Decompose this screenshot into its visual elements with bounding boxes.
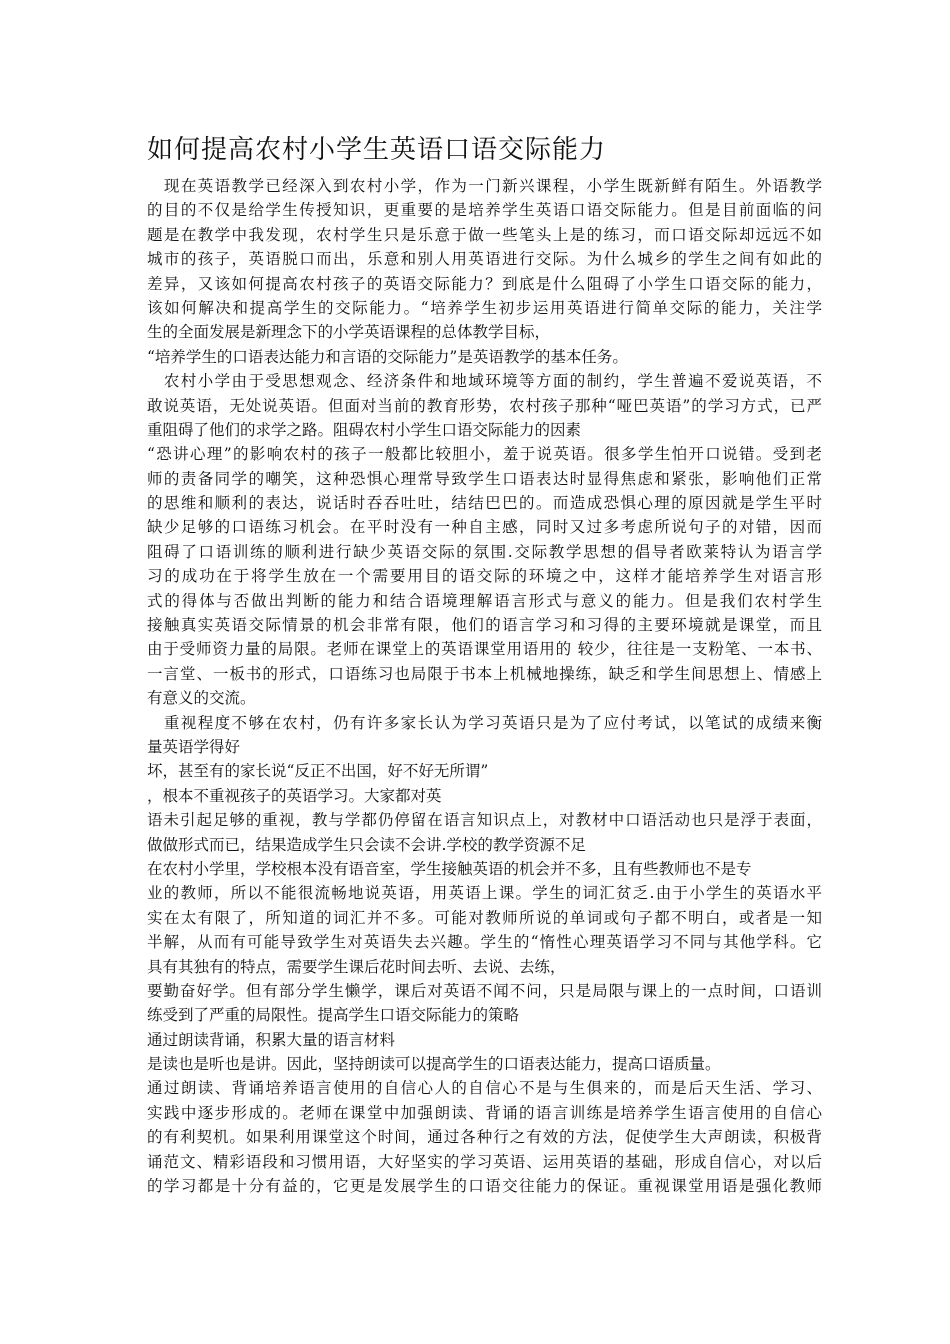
text-line: 接触真实英语交际情景的机会非常有限，他们的语言学习和习得的主要环境就是课堂，而且 (147, 616, 822, 635)
text-line: 师的责备同学的嘲笑，这种恐惧心理常导致学生口语表达时显得焦虑和紧张，影响他们正常 (147, 469, 822, 488)
text-line: “恐讲心理”的影响农村的孩子一般都比较胆小，羞于说英语。很多学生怕开口说错。受到老 (147, 445, 822, 464)
text-line: 有意义的交流。 (147, 689, 256, 708)
text-line: “培养学生的口语表达能力和言语的交际能力”是英语教学的基本任务。 (147, 347, 628, 366)
text-line: 通过朗读背诵，积累大量的语言材料 (147, 1030, 396, 1049)
text-line: 式的得体与否做出判断的能力和结合语境理解语言形式与意义的能力。但是我们农村学生 (147, 591, 822, 610)
page-title: 如何提高农村小学生英语口语交际能力 (147, 135, 607, 165)
text-line: 重视程度不够在农村，仍有许多家长认为学习英语只是为了应付考试，以笔试的成绩来衡 (147, 713, 822, 732)
text-line: 重阻碍了他们的求学之路。阻碍农村小学生口语交际能力的因素 (147, 420, 582, 439)
text-line: 的思维和顺利的表达，说话时吞吞吐吐，结结巴巴的。而造成恐惧心理的原因就是学生平时 (147, 494, 822, 513)
text-line: 做做形式而已，结果造成学生只会读不会讲.学校的教学资源不足 (147, 835, 586, 854)
text-line: 是读也是听也是讲。因此，坚持朗读可以提高学生的口语表达能力，提高口语质量。 (147, 1055, 721, 1074)
text-line: 的目的不仅是给学生传授知识，更重要的是培养学生英语口语交际能力。但是目前面临的问 (147, 201, 822, 220)
document-body (147, 174, 822, 1198)
text-line: 坏，甚至有的家长说“反正不出国，好不好无所谓” (147, 762, 489, 781)
text-line: 现在英语教学已经深入到农村小学，作为一门新兴课程，小学生既新鲜有陌生。外语教学 (147, 177, 822, 195)
text-line: 要勤奋好学。但有部分学生懒学，课后对英语不闻不问，只是局限与课上的一点时间，口语训 (147, 981, 822, 1000)
text-line: 实在太有限了，所知道的词汇并不多。可能对教师所说的单词或句子都不明白，或者是一知 (147, 908, 822, 927)
text-line: 的有利契机。如果利用课堂这个时间，通过各种行之有效的方法，促使学生大声朗读，积极背 (147, 1128, 822, 1147)
text-line: 量英语学得好 (147, 737, 241, 756)
text-line: 诵范文、精彩语段和习惯用语，大好坚实的学习英语、运用英语的基础，形成自信心，对以后 (147, 1152, 822, 1171)
text-line: 半解，从而有可能导致学生对英语失去兴趣。学生的“惰性心理英语学习不同与其他学科。它 (147, 933, 822, 952)
text-line: 通过朗读、背诵培养语言使用的自信心人的自信心不是与生俱来的，而是后天生活、学习、 (147, 1079, 822, 1098)
text-line: 农村小学由于受思想观念、经济条件和地域环境等方面的制约，学生普遍不爱说英语，不 (147, 372, 822, 391)
text-line: 敢说英语，无处说英语。但面对当前的教育形势，农村孩子那种“哑巴英语”的学习方式，已严 (147, 396, 822, 415)
text-line: 习的成功在于将学生放在一个需要用目的语交际的环境之中，这样才能培养学生对语言形 (147, 567, 822, 586)
text-line: 该如何解决和提高学生的交际能力。“培养学生初步运用英语进行简单交际的能力，关注学 (147, 298, 822, 317)
text-line: 城市的孩子，英语脱口而出，乐意和别人用英语进行交际。为什么城乡的学生之间有如此的 (147, 250, 822, 269)
text-line: 练受到了严重的局限性。提高学生口语交际能力的策略 (147, 1006, 520, 1025)
text-line: 的学习都是十分有益的，它更是发展学生的口语交往能力的保证。重视课堂用语是强化教师 (147, 1177, 822, 1196)
text-line: 语未引起足够的重视，教与学都仍停留在语言知识点上，对教材中口语活动也只是浮于表面， (147, 811, 822, 830)
text-line: 生的全面发展是新理念下的小学英语课程的总体教学目标， (147, 323, 551, 342)
text-line: 实践中逐步形成的。老师在课堂中加强朗读、背诵的语言训练是培养学生语言使用的自信心 (147, 1103, 822, 1122)
text-line: 具有其独有的特点，需要学生课后花时间去听、去说、去练， (147, 957, 566, 976)
text-line: ，根本不重视孩子的英语学习。大家都对英 (147, 786, 442, 805)
text-line: 题是在教学中我发现，农村学生只是乐意于做一些笔头上是的练习，而口语交际却远远不如 (147, 225, 822, 244)
text-line: 缺少足够的口语练习机会。在平时没有一种自主感，同时又过多考虑所说句子的对错，因而 (147, 518, 822, 537)
text-line: 业的教师，所以不能很流畅地说英语，用英语上课。学生的词汇贫乏.由于小学生的英语水平 (147, 884, 822, 903)
text-line: 阻碍了口语训练的顺利进行缺少英语交际的氛围.交际教学思想的倡导者欧莱特认为语言学 (147, 542, 822, 561)
text-line: 一言堂、一板书的形式，口语练习也局限于书本上机械地操练，缺乏和学生间思想上、情感上 (147, 664, 822, 683)
text-line: 在农村小学里，学校根本没有语音室，学生接触英语的机会并不多，且有些教师也不是专 (147, 859, 752, 878)
text-line: 差异，又该如何提高农村孩子的英语交际能力？到底是什么阻碍了小学生口语交际的能力， (147, 274, 822, 293)
text-line: 由于受师资力量的局限。老师在课堂上的英语课堂用语用的 较少，往往是一支粉笔、一本书、 (147, 640, 822, 659)
